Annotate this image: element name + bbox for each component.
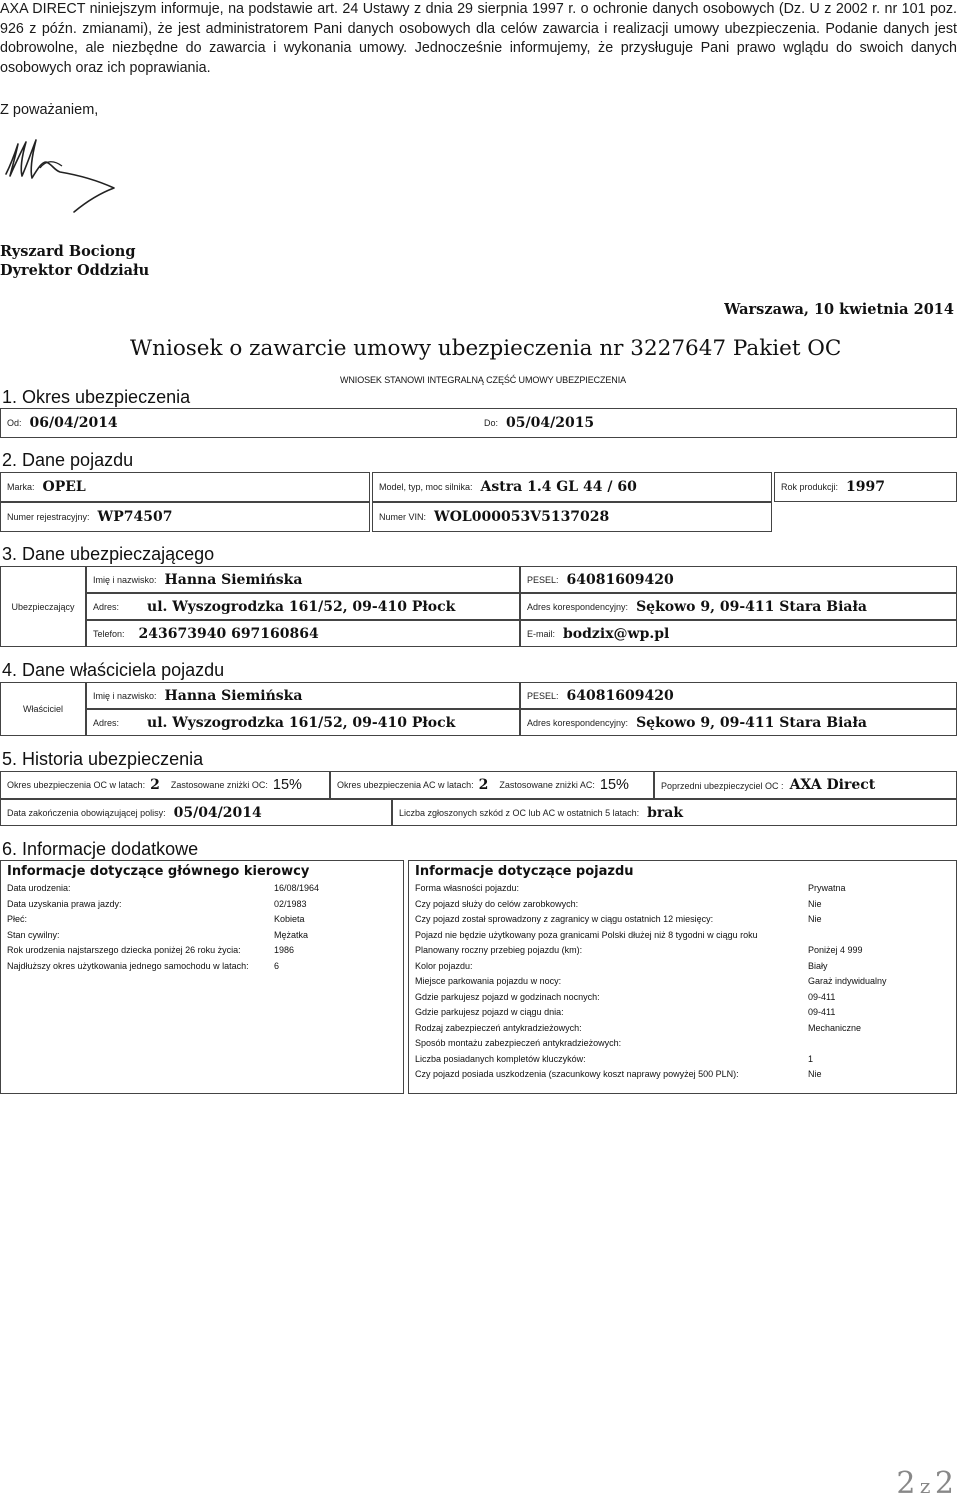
policy-end-label: Data zakończenia obowiązującej polisy: <box>7 807 166 818</box>
table-row <box>415 1021 950 1037</box>
table-row <box>7 943 397 959</box>
ow-pesel-cell <box>520 682 957 709</box>
table-row <box>415 1067 950 1083</box>
driver-info-heading: Informacje dotyczące głównego kierowcy <box>7 864 310 879</box>
row-label: Czy pojazd został sprowadzony z zagranicy w ciągu ostatnich 12 miesięcy: <box>415 914 714 924</box>
table-row <box>415 928 950 944</box>
row-value: 09-411 <box>808 1007 836 1017</box>
row-label: Gdzie parkujesz pojazd w godzinach nocnych: <box>415 991 600 1002</box>
row-value: 02/1983 <box>274 898 307 909</box>
page-separator: z <box>919 1474 931 1498</box>
row-label: Kolor pojazdu: <box>415 960 473 971</box>
ph-name-label: Imię i nazwisko: <box>93 574 157 585</box>
ow-addr-value: ul. Wyszogrodzka 161/52, 09-410 Płock <box>147 714 456 731</box>
ow-corr-cell <box>520 709 957 736</box>
table-row <box>7 959 397 975</box>
row-label: Stan cywilny: <box>7 929 60 940</box>
from-date: 06/04/2014 <box>29 415 118 431</box>
oc-discount-label: Zastosowane zniżki OC: <box>170 780 268 790</box>
row-label: Data uzyskania prawa jazdy: <box>7 898 122 909</box>
table-row <box>415 943 950 959</box>
ac-years-value: 2 <box>478 777 489 793</box>
place-date: Warszawa, 10 kwietnia 2014 <box>724 301 954 318</box>
row-label: Data urodzenia: <box>7 883 71 893</box>
row-value: Nie <box>808 898 822 909</box>
ph-corr-cell <box>520 593 957 620</box>
ow-corr-value: Sękowo 9, 09-411 Stara Biała <box>636 714 867 731</box>
reg-cell <box>0 502 370 532</box>
driver-info-box <box>0 860 404 1094</box>
signer <box>0 242 149 280</box>
table-row <box>415 959 950 975</box>
row-label: Liczba posiadanych kompletów kluczyków: <box>415 1053 586 1064</box>
section-2-heading: 2. Dane pojazdu <box>2 450 134 470</box>
row-value: Kobieta <box>274 914 305 924</box>
table-row <box>415 897 950 913</box>
greeting: Z poważaniem, <box>0 102 99 118</box>
table-row <box>7 881 397 897</box>
signer-name: Ryszard Bociong <box>0 243 136 260</box>
privacy-notice-text: AXA DIRECT niniejszym informuje, na podstawie art. 24 Ustawy z dnia 29 sierpnia 1997 r. o ochronie danych osobowych (Dz. U z 2002 r. nr 101 poz. 926 z późn. zmianami), że jest administratorem Pani danych osobowych dla celów zawarcia i realizacji umowy ubezpieczenia. Podanie danych jest dobrowolne, ale niezbędne do zawarcia i wykonania umowy. Jednocześnie informujemy, że przysługuje Pani prawo wglądu do swoich danych osobowych oraz ich poprawiania. <box>0 1 957 76</box>
vehicle-info-table <box>415 881 950 1083</box>
year-cell <box>774 472 957 502</box>
ac-discount-value: 15% <box>599 777 629 793</box>
oc-history-cell <box>0 771 330 799</box>
owner-side-label: Właściciel <box>22 704 63 714</box>
table-row <box>7 928 397 944</box>
ow-addr-cell <box>86 709 520 736</box>
row-label: Czy pojazd służy do celów zarobkowych: <box>415 898 579 909</box>
row-value: 1986 <box>274 945 295 955</box>
ph-addr-cell <box>86 593 520 620</box>
ph-email-value: bodzix@wp.pl <box>563 625 670 642</box>
privacy-notice <box>0 0 957 78</box>
ph-phone-label: Telefon: <box>93 628 125 639</box>
row-value: Biały <box>808 960 828 971</box>
row-value: Prywatna <box>808 883 846 893</box>
ow-addr-label: Adres: <box>93 717 120 728</box>
ph-email-cell <box>520 620 957 647</box>
ac-discount-label: Zastosowane zniżki AC: <box>499 780 595 790</box>
ph-phone-cell <box>86 620 520 647</box>
make-label: Marka: <box>7 482 35 492</box>
row-label: Sposób montażu zabezpieczeń antykradzieżowych: <box>415 1038 622 1048</box>
ph-name-value: Hanna Siemińska <box>164 571 303 588</box>
table-row <box>415 990 950 1006</box>
ow-name-value: Hanna Siemińska <box>164 687 303 704</box>
oc-years-value: 2 <box>150 777 160 793</box>
driver-info-table <box>7 881 397 974</box>
ph-addr-value: ul. Wyszogrodzka 161/52, 09-410 Płock <box>147 598 456 615</box>
document-subtitle: WNIOSEK STANOWI INTEGRALNĄ CZĘŚĆ UMOWY UBEZPIECZENIA <box>340 375 626 385</box>
row-label: Płeć: <box>7 914 28 924</box>
reg-label: Numer rejestracyjny: <box>7 512 90 522</box>
section-1-heading: 1. Okres ubezpieczenia <box>2 387 191 407</box>
model-cell <box>372 472 772 502</box>
policy-end-cell <box>0 799 392 826</box>
table-row <box>7 912 397 928</box>
vin-cell <box>372 502 772 532</box>
page-number <box>896 1466 954 1501</box>
reg-value: WP74507 <box>97 509 173 525</box>
ow-pesel-value: 64081609420 <box>566 687 674 704</box>
row-label: Gdzie parkujesz pojazd w ciągu dnia: <box>415 1007 564 1017</box>
ow-pesel-label: PESEL: <box>527 690 559 701</box>
row-value: Nie <box>808 914 822 924</box>
row-label: Forma własności pojazdu: <box>415 883 520 893</box>
document-title: Wniosek o zawarcie umowy ubezpieczenia nr 3227647 Pakiet OC <box>130 336 842 361</box>
table-row <box>415 1052 950 1068</box>
row-label: Rodzaj zabezpieczeń antykradzieżowych: <box>415 1022 582 1033</box>
claims-cell <box>392 799 957 826</box>
page-current: 2 <box>896 1466 916 1501</box>
row-value: 16/08/1964 <box>274 883 320 893</box>
prev-insurer-value: AXA Direct <box>789 777 876 793</box>
model-label: Model, typ, moc silnika: <box>379 482 473 492</box>
table-row <box>415 1005 950 1021</box>
table-row <box>415 1036 950 1052</box>
vin-value: WOL000053V5137028 <box>434 509 610 525</box>
row-value: 1 <box>808 1053 814 1064</box>
table-row <box>415 912 950 928</box>
row-value: Nie <box>808 1069 822 1079</box>
ow-name-label: Imię i nazwisko: <box>93 690 157 701</box>
from-label: Od: <box>7 418 22 428</box>
policy-end-value: 05/04/2014 <box>173 804 262 821</box>
ow-name-cell <box>86 682 520 709</box>
ph-pesel-cell <box>520 566 957 593</box>
owner-side-cell <box>0 682 86 736</box>
ph-pesel-label: PESEL: <box>527 574 559 585</box>
row-value: Poniżej 4 999 <box>808 945 863 955</box>
prev-insurer-label: Poprzedni ubezpieczyciel OC : <box>661 781 784 791</box>
make-value: OPEL <box>42 479 86 495</box>
oc-years-label: Okres ubezpieczenia OC w latach: <box>7 780 146 790</box>
row-value: Garaż indywidualny <box>808 976 887 986</box>
row-label: Czy pojazd posiada uszkodzenia (szacunkowy koszt naprawy powyżej 500 PLN): <box>415 1069 739 1079</box>
row-label: Planowany roczny przebieg pojazdu (km): <box>415 945 583 955</box>
row-label: Rok urodzenia najstarszego dziecka poniżej 26 roku życia: <box>7 945 241 955</box>
vin-label: Numer VIN: <box>379 512 427 522</box>
insurance-period-box <box>0 408 957 438</box>
ph-name-cell <box>86 566 520 593</box>
section-5-heading: 5. Historia ubezpieczenia <box>2 749 204 769</box>
vehicle-info-box <box>408 860 957 1094</box>
ph-email-label: E-mail: <box>527 628 556 639</box>
signer-role: Dyrektor Oddziału <box>0 262 150 279</box>
table-row <box>7 897 397 913</box>
ac-years-label: Okres ubezpieczenia AC w latach: <box>337 780 474 790</box>
row-value: 6 <box>274 960 280 971</box>
ph-corr-value: Sękowo 9, 09-411 Stara Biała <box>636 598 867 615</box>
policyholder-side-label: Ubezpieczający <box>11 601 75 612</box>
policyholder-side-cell <box>0 566 86 647</box>
table-row <box>415 974 950 990</box>
claims-value: brak <box>647 804 684 821</box>
row-label: Najdłuższy okres użytkowania jednego samochodu w latach: <box>7 960 249 971</box>
make-cell <box>0 472 370 502</box>
ph-phone-value: 243673940 697160864 <box>138 625 319 642</box>
row-label: Pojazd nie będzie użytkowany poza granicami Polski dłużej niż 8 tygodni w ciągu roku <box>415 929 758 940</box>
row-value: 09-411 <box>808 991 836 1002</box>
ph-addr-label: Adres: <box>93 601 120 612</box>
claims-label: Liczba zgłoszonych szkód z OC lub AC w ostatnich 5 latach: <box>399 807 640 818</box>
row-value: Mechaniczne <box>808 1022 862 1033</box>
page-total: 2 <box>934 1466 954 1501</box>
table-row <box>415 881 950 897</box>
prev-insurer-cell <box>654 771 957 799</box>
ph-corr-label: Adres korespondencyjny: <box>527 601 629 612</box>
section-4-heading: 4. Dane właściciela pojazdu <box>2 660 225 680</box>
to-label: Do: <box>484 418 499 428</box>
row-label: Miejsce parkowania pojazdu w nocy: <box>415 976 562 986</box>
row-value: Mężatka <box>274 929 309 940</box>
year-value: 1997 <box>846 479 885 495</box>
year-label: Rok produkcji: <box>781 482 839 492</box>
to-date: 05/04/2015 <box>506 415 595 431</box>
signature-image <box>2 132 122 214</box>
oc-discount-value: 15% <box>272 777 302 793</box>
ac-history-cell <box>330 771 654 799</box>
model-value: Astra 1.4 GL 44 / 60 <box>480 479 637 495</box>
ow-corr-label: Adres korespondencyjny: <box>527 717 629 728</box>
ph-pesel-value: 64081609420 <box>566 571 674 588</box>
vehicle-info-heading: Informacje dotyczące pojazdu <box>415 864 634 879</box>
section-3-heading: 3. Dane ubezpieczającego <box>2 544 215 564</box>
section-6-heading: 6. Informacje dodatkowe <box>2 839 199 859</box>
